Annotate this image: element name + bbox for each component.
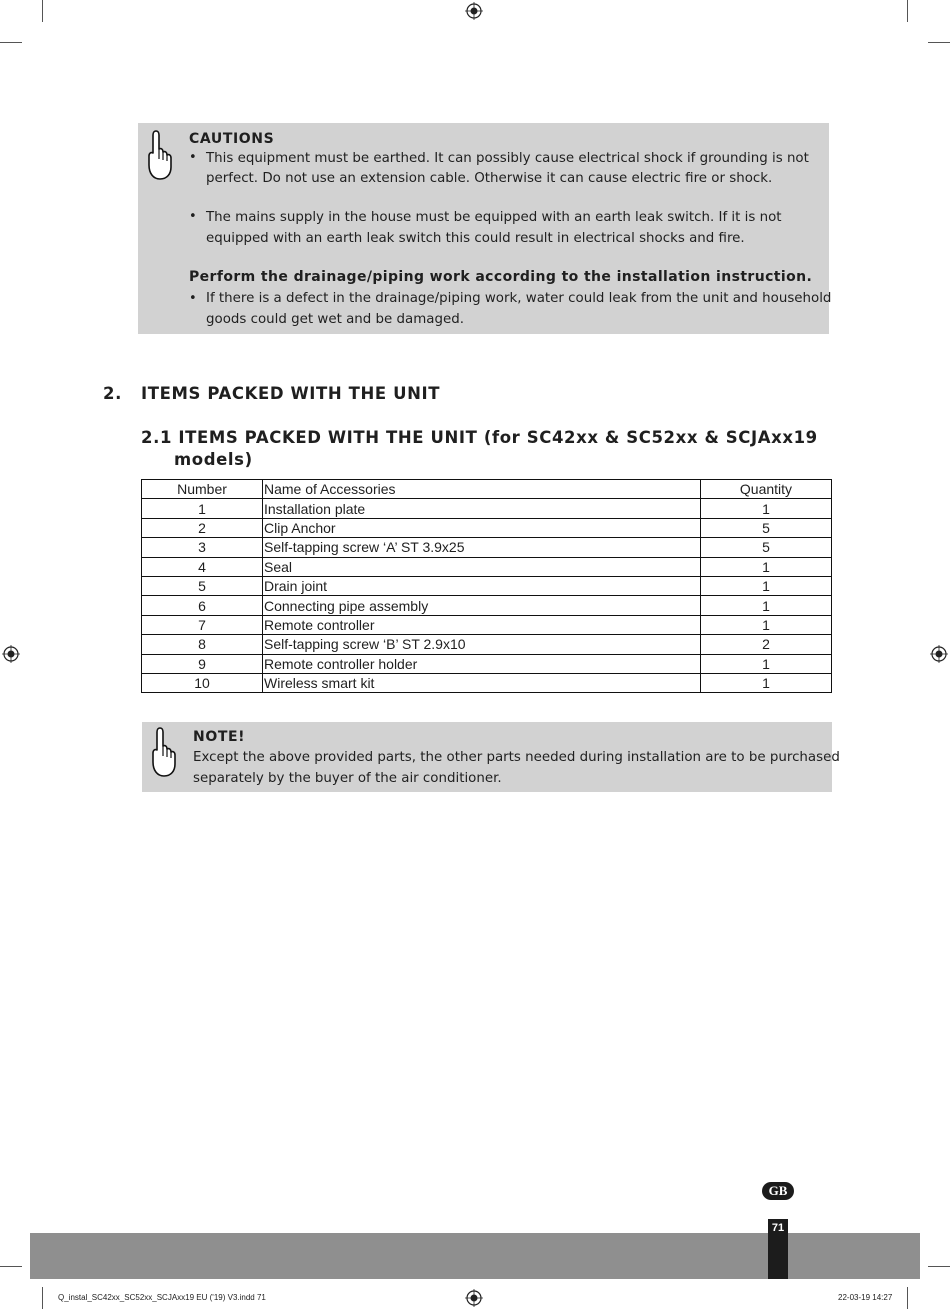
bullet: •: [189, 150, 197, 165]
crop-mark: [42, 0, 43, 22]
note-panel: [142, 722, 840, 792]
item-name: Drain joint: [263, 576, 701, 595]
item-quantity: 2: [701, 635, 832, 654]
cautions-text: perfect. Do not use an extension cable. Otherwise it can cause electric fire or shock.: [206, 171, 773, 186]
item-name: Wireless smart kit: [263, 673, 701, 692]
item-number: 3: [142, 538, 263, 557]
table-row: [142, 596, 832, 615]
cautions-text: The mains supply in the house must be equipped with an earth leak switch. If it is not: [206, 210, 782, 225]
section-number: 2.: [103, 384, 122, 403]
item-number: 4: [142, 557, 263, 576]
crop-mark: [928, 1266, 950, 1267]
section-title: ITEMS PACKED WITH THE UNIT: [141, 384, 441, 403]
table-row: [142, 635, 832, 654]
item-name: Installation plate: [263, 499, 701, 518]
cautions-title: CAUTIONS: [189, 131, 275, 147]
subsection-title: 2.1 ITEMS PACKED WITH THE UNIT (for SC42xx & SC52xx & SCJAxx19: [141, 428, 818, 447]
table-row: [142, 538, 832, 557]
item-name: Seal: [263, 557, 701, 576]
accessories-table: [141, 479, 832, 693]
cautions-panel: [138, 123, 832, 334]
bullet: •: [189, 291, 197, 306]
item-name: Remote controller holder: [263, 654, 701, 673]
item-quantity: 1: [701, 673, 832, 692]
item-number: 9: [142, 654, 263, 673]
item-quantity: 1: [701, 576, 832, 595]
table-row: [142, 576, 832, 595]
item-number: 8: [142, 635, 263, 654]
item-name: Self-tapping screw ‘B’ ST 2.9x10: [263, 635, 701, 654]
registration-mark-icon: [465, 1289, 483, 1307]
table-row: [142, 518, 832, 537]
item-name: Connecting pipe assembly: [263, 596, 701, 615]
cautions-text: If there is a defect in the drainage/piping work, water could leak from the unit and household: [206, 291, 832, 306]
item-quantity: 1: [701, 557, 832, 576]
registration-mark-icon: [465, 2, 483, 20]
crop-mark: [928, 42, 950, 43]
language-badge: GB: [762, 1182, 794, 1200]
registration-mark-icon: [2, 645, 20, 663]
item-number: 2: [142, 518, 263, 537]
item-quantity: 5: [701, 518, 832, 537]
cautions-text: equipped with an earth leak switch this could result in electrical shocks and fire.: [206, 231, 745, 246]
crop-mark: [42, 1287, 43, 1309]
item-quantity: 1: [701, 654, 832, 673]
pointing-hand-icon: [144, 129, 174, 183]
pointing-hand-icon: [148, 726, 178, 780]
table-row: [142, 673, 832, 692]
item-quantity: 1: [701, 615, 832, 634]
cautions-text: This equipment must be earthed. It can possibly cause electrical shock if grounding is not: [206, 151, 809, 166]
subsection-title-cont: models): [174, 450, 253, 469]
item-name: Clip Anchor: [263, 518, 701, 537]
slug-right: 22-03-19 14:27: [838, 1293, 893, 1302]
table-row: [142, 499, 832, 518]
item-quantity: 5: [701, 538, 832, 557]
table-row: [142, 654, 832, 673]
crop-mark: [907, 0, 908, 22]
item-number: 7: [142, 615, 263, 634]
item-number: 10: [142, 673, 263, 692]
column-header: Quantity: [701, 480, 832, 499]
table-row: [142, 557, 832, 576]
crop-mark: [0, 42, 22, 43]
registration-mark-icon: [930, 645, 948, 663]
item-number: 1: [142, 499, 263, 518]
column-header: Number: [142, 480, 263, 499]
item-name: Self-tapping screw ‘A’ ST 3.9x25: [263, 538, 701, 557]
bullet: •: [189, 209, 197, 224]
item-number: 6: [142, 596, 263, 615]
crop-mark: [0, 1266, 22, 1267]
cautions-subheading: Perform the drainage/piping work according to the installation instruction.: [189, 269, 813, 285]
crop-mark: [907, 1287, 908, 1309]
slug-left: Q_instal_SC42xx_SC52xx_SCJAxx19 EU ('19) V3.indd 71: [58, 1293, 266, 1302]
table-row: [142, 615, 832, 634]
note-text: Except the above provided parts, the other parts needed during installation are to be purchased: [193, 750, 840, 765]
item-quantity: 1: [701, 596, 832, 615]
note-title: NOTE!: [193, 729, 246, 745]
page-number: 71: [771, 1222, 785, 1234]
item-number: 5: [142, 576, 263, 595]
item-quantity: 1: [701, 499, 832, 518]
item-name: Remote controller: [263, 615, 701, 634]
cautions-text: goods could get wet and be damaged.: [206, 312, 464, 327]
table-header-row: [142, 480, 832, 499]
column-header: Name of Accessories: [263, 480, 701, 499]
note-text: separately by the buyer of the air conditioner.: [193, 771, 502, 786]
